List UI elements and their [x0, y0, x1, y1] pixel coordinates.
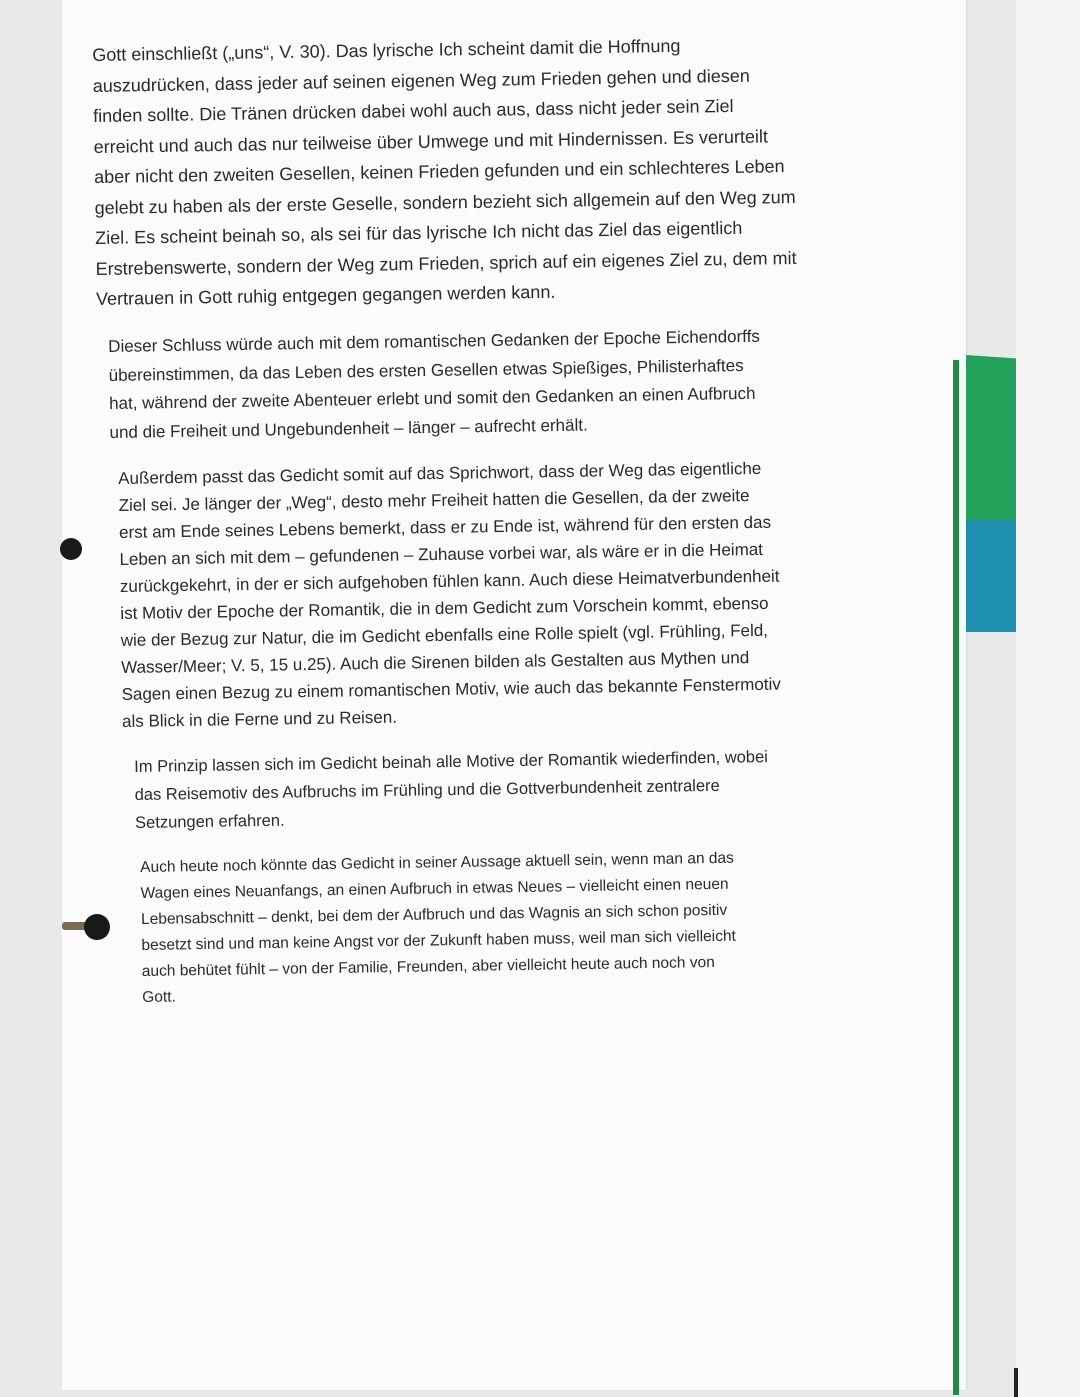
text-line: zurückgekehrt, in der er sich aufgehoben fühlen kann. Auch diese Heimatverbundenheit [119, 566, 780, 596]
text-line: Setzungen erfahren. [134, 811, 285, 832]
text-line: Erstrebenswerte, sondern der Weg zum Frieden, sprich auf ein eigenes Ziel zu, dem mit [95, 247, 797, 279]
text-line: gelebt zu haben als der erste Geselle, sondern bezieht sich allgemein auf den Weg zum [94, 186, 796, 218]
text-line: auch behütet fühlt – von der Familie, Freunden, aber vielleicht heute auch noch von [141, 953, 715, 980]
text-line: Ziel. Es scheint beinah so, als sei für das lyrische Ich nicht das Ziel das eigentlich [94, 217, 743, 248]
punch-hole-top [60, 538, 82, 560]
text-line: Gott einschließt („uns“, V. 30). Das lyrische Ich scheint damit die Hoffnung [92, 35, 681, 65]
text-line: Gott. [142, 987, 176, 1006]
text-line: aber nicht den zweiten Gesellen, keinen Frieden gefunden und ein schlechteres Leben [93, 156, 785, 187]
text-line: Sagen einen Bezug zu einem romantischen Motiv, wie auch das bekannte Fenstermotiv [121, 674, 781, 704]
text-line: Auch heute noch könnte das Gedicht in seiner Aussage aktuell sein, wenn man an das [140, 849, 734, 876]
document-body [92, 35, 842, 1029]
green-divider-edge [953, 360, 959, 1395]
binder-edge [1014, 1368, 1018, 1397]
text-line: Wasser/Meer; V. 5, 15 u.25). Auch die Sirenen bilden als Gestalten aus Mythen und [121, 647, 750, 677]
paragraph-3 [118, 453, 846, 734]
paragraph-4 [134, 741, 843, 836]
text-line: Im Prinzip lassen sich im Gedicht beinah alle Motive der Romantik wiederfinden, wobei [134, 747, 769, 776]
text-line: als Blick in die Ferne und zu Reisen. [121, 707, 398, 731]
text-line: Ziel sei. Je länger der „Weg“, desto mehr Freiheit hatten die Gesellen, da der zweite [118, 485, 750, 515]
text-line: auszudrücken, dass jeder auf seinen eigenen Weg zum Frieden gehen und diesen [92, 65, 750, 96]
text-line: Dieser Schluss würde auch mit dem romantischen Gedanken der Epoche Eichendorffs [108, 326, 760, 356]
text-line: Lebensabschnitt – denkt, bei dem der Aufbruch und das Wagnis an sich schon positiv [140, 901, 728, 928]
text-line: wie der Bezug zur Natur, die im Gedicht ebenfalls eine Rolle spielt (vgl. Frühling, Feld, [120, 620, 769, 650]
paragraph-5 [140, 843, 844, 1010]
blue-divider-tab [966, 520, 1016, 632]
paragraph-2 [108, 321, 844, 447]
text-line: erst am Ende seines Lebens bemerkt, dass er zu Ende ist, während für den ersten das [118, 512, 772, 542]
text-line: übereinstimmen, da das Leben des ersten Gesellen etwas Spießiges, Philisterhaftes [108, 355, 744, 384]
text-line: besetzt sind und man keine Angst vor der Zukunft haben muss, weil man sich vielleicht [141, 927, 736, 954]
text-line: Leben an sich mit dem – gefundenen – Zuhause vorbei war, als wäre er in die Heimat [119, 539, 764, 569]
text-line: erreicht und auch das nur teilweise über Umwege und mit Hindernissen. Es verurteilt [93, 125, 769, 157]
text-line: Wagen eines Neuanfangs, an einen Aufbruch in etwas Neues – vielleicht einen neuen [140, 875, 729, 902]
page-background-strip [1016, 0, 1080, 1397]
text-line: Vertrauen in Gott ruhig entgegen gegangen werden kann. [95, 281, 556, 309]
text-line: finden sollte. Die Tränen drücken dabei wohl auch aus, dass nicht jeder sein Ziel [93, 95, 734, 126]
text-line: und die Freiheit und Ungebundenheit – länger – aufrecht erhält. [109, 414, 588, 441]
text-line: das Reisemotiv des Aufbruchs im Frühling und die Gottverbundenheit zentralere [134, 776, 720, 804]
green-divider-tab [966, 355, 1016, 525]
paragraph-1 [92, 28, 846, 314]
text-line: ist Motiv der Epoche der Romantik, die in dem Gedicht zum Vorschein kommt, ebenso [120, 593, 769, 623]
text-line: Außerdem passt das Gedicht somit auf das Sprichwort, dass der Weg das eigentliche [118, 458, 762, 488]
text-line: hat, während der zweite Abenteuer erlebt und somit den Gedanken an einen Aufbruch [108, 383, 756, 413]
